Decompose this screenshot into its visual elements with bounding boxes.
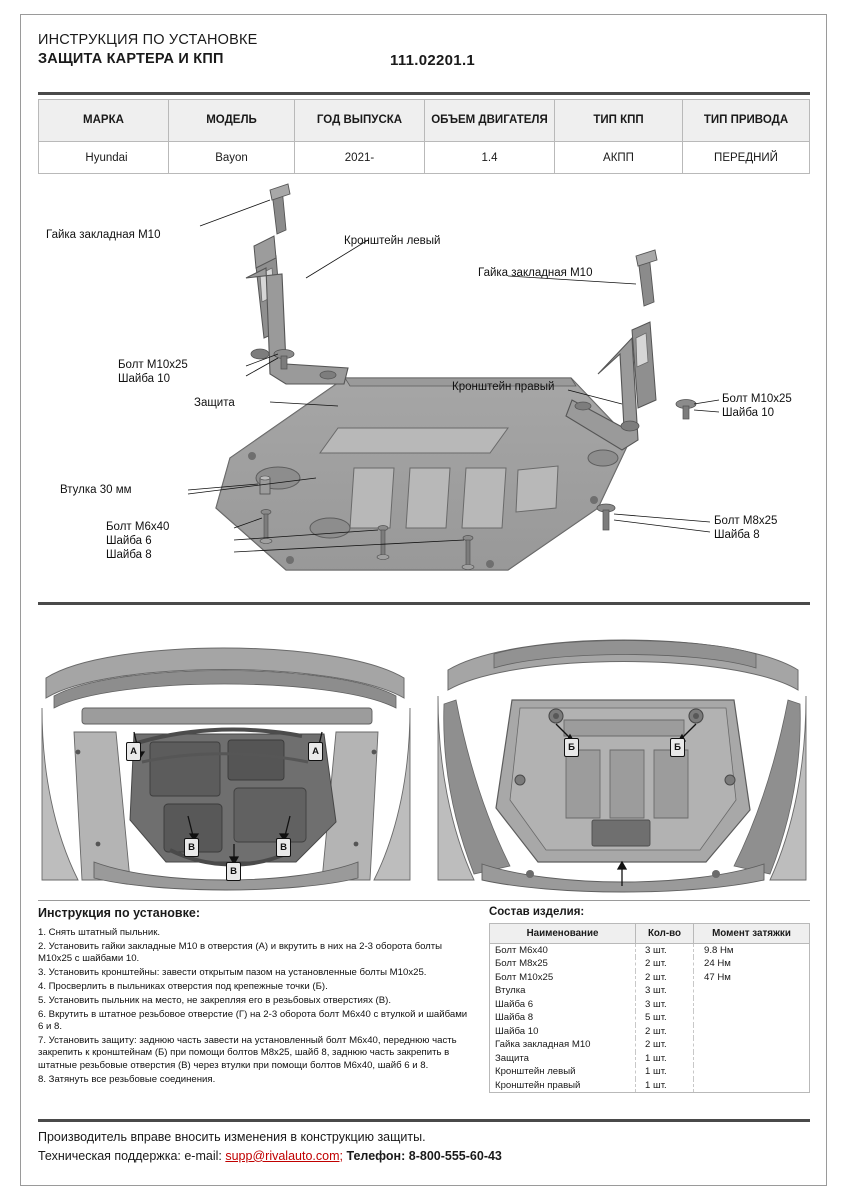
bom-cell-torque xyxy=(694,984,810,998)
bom-cell-qty: 1 шт. xyxy=(636,1052,694,1066)
bom-cell-name: Втулка xyxy=(490,984,636,998)
instruction-step: 8. Затянуть все резьбовые соединения. xyxy=(38,1073,216,1085)
label-bracket-left: Кронштейн левый xyxy=(344,235,441,247)
footer-email-label: e-mail: xyxy=(184,1148,222,1163)
bom-cell-torque: 24 Нм xyxy=(694,957,810,971)
bom-table xyxy=(489,923,810,1093)
bom-cell-qty: 2 шт. xyxy=(636,1025,694,1039)
label-shield: Защита xyxy=(194,397,235,409)
bom-cell-qty: 5 шт. xyxy=(636,1011,694,1025)
label-bolt-m8-2: Шайба 8 xyxy=(714,529,760,541)
footer-support xyxy=(38,1147,810,1166)
bom-cell-torque xyxy=(694,1011,810,1025)
bom-cell-torque xyxy=(694,1079,810,1093)
label-bolt-m10-left-1: Болт М10х25 xyxy=(118,359,188,371)
spec-header-drive: ТИП ПРИВОДА xyxy=(683,100,810,142)
spec-header-year: ГОД ВЫПУСКА xyxy=(295,100,425,142)
header-title-line2: ЗАЩИТА КАРТЕРА И КПП xyxy=(38,51,224,67)
bom-cell-torque xyxy=(694,1038,810,1052)
installed-shield-illustration xyxy=(434,612,810,895)
label-bolt-m6-1: Болт М6х40 xyxy=(106,521,170,533)
bom-cell-name: Кронштейн левый xyxy=(490,1065,636,1079)
callout-a-left-2: А xyxy=(308,742,323,761)
divider-middle xyxy=(38,602,810,605)
bom-title: Состав изделия: xyxy=(489,906,585,918)
spec-value-year: 2021- xyxy=(295,142,425,174)
spec-value-row xyxy=(39,142,810,174)
bom-row xyxy=(490,998,810,1012)
bom-header-row xyxy=(490,924,810,944)
bom-row xyxy=(490,1052,810,1066)
instruction-step: 1. Снять штатный пыльник. xyxy=(38,927,161,938)
spec-value-model: Bayon xyxy=(169,142,295,174)
callout-b-right-2: Б xyxy=(670,738,685,757)
footer-phone-label: Телефон: xyxy=(346,1148,406,1163)
bom-row xyxy=(490,1025,810,1039)
engine-bay-illustration xyxy=(38,612,414,895)
label-bolt-m6-2: Шайба 6 xyxy=(106,535,152,547)
support-email-link[interactable]: supp@rivalauto.com; xyxy=(225,1148,343,1163)
bom-cell-name: Кронштейн правый xyxy=(490,1079,636,1093)
spec-header-row xyxy=(39,100,810,142)
bom-row xyxy=(490,944,810,958)
spec-value-transmission: АКПП xyxy=(555,142,683,174)
label-bolt-m10-right-2: Шайба 10 xyxy=(722,407,775,419)
bom-cell-qty: 3 шт. xyxy=(636,998,694,1012)
page-footer xyxy=(38,1128,810,1166)
bill-of-materials xyxy=(489,906,810,1093)
bom-cell-name: Шайба 10 xyxy=(490,1025,636,1039)
bom-cell-torque xyxy=(694,998,810,1012)
instruction-step: 7. Установить защиту: заднюю часть завести на установленный болт М6х40, переднюю часть закрепить к кронштейнам (Б) при помощи болтов М8х25, шайб 8, заднюю часть закрепить в штатные резьбовые отверстия (В) через втулки при помощи болтов М6х40, шайб 6 и 8. xyxy=(38,1035,457,1071)
bom-cell-qty: 2 шт. xyxy=(636,957,694,971)
exploded-assembly-diagram xyxy=(38,178,810,598)
label-nut-right: Гайка закладная М10 xyxy=(478,267,593,279)
divider-top xyxy=(38,92,810,95)
spec-header-engine: ОБЪЕМ ДВИГАТЕЛЯ xyxy=(425,100,555,142)
bom-cell-qty: 3 шт. xyxy=(636,944,694,958)
bom-cell-name: Болт М6х40 xyxy=(490,944,636,958)
page-header xyxy=(38,32,810,80)
bom-row xyxy=(490,1011,810,1025)
bom-cell-qty: 1 шт. xyxy=(636,1065,694,1079)
label-bolt-m6-3: Шайба 8 xyxy=(106,549,152,561)
bom-cell-qty: 2 шт. xyxy=(636,971,694,985)
bom-header-torque: Момент затяжки xyxy=(694,924,810,944)
left-bracket-part xyxy=(246,236,348,384)
bom-cell-name: Защита xyxy=(490,1052,636,1066)
label-bolt-m10-left-2: Шайба 10 xyxy=(118,373,171,385)
instruction-step: 2. Установить гайки закладные М10 в отверстия (А) и вкрутить в них на 2-3 оборота болты М10х25 с шайбами 10. xyxy=(38,940,443,965)
label-bracket-right: Кронштейн правый xyxy=(452,381,555,393)
bom-row xyxy=(490,971,810,985)
bom-header-name: Наименование xyxy=(490,924,636,944)
instructions-list xyxy=(38,927,468,1086)
spec-header-brand: МАРКА xyxy=(39,100,169,142)
bom-cell-qty: 3 шт. xyxy=(636,984,694,998)
bom-row xyxy=(490,1079,810,1093)
photo-panels xyxy=(38,612,810,895)
spec-value-engine: 1.4 xyxy=(425,142,555,174)
bom-cell-torque xyxy=(694,1065,810,1079)
callout-v-left-3: В xyxy=(226,862,241,881)
bom-row xyxy=(490,1065,810,1079)
right-insert-nut-part xyxy=(636,250,657,306)
bom-cell-torque: 47 Нм xyxy=(694,971,810,985)
bom-cell-name: Болт М10х25 xyxy=(490,971,636,985)
spec-value-drive: ПЕРЕДНИЙ xyxy=(683,142,810,174)
footer-phone-number: 8-800-555-60-43 xyxy=(408,1148,502,1163)
spec-value-brand: Hyundai xyxy=(39,142,169,174)
header-title-line1: ИНСТРУКЦИЯ ПО УСТАНОВКЕ xyxy=(38,32,258,48)
divider-lower xyxy=(38,900,810,901)
instruction-step: 4. Просверлить в пыльниках отверстия под крепежные точки (Б). xyxy=(38,981,328,992)
bom-cell-qty: 2 шт. xyxy=(636,1038,694,1052)
left-insert-nut-part xyxy=(270,184,290,234)
bom-cell-torque: 9.8 Нм xyxy=(694,944,810,958)
bom-row xyxy=(490,957,810,971)
shield-part xyxy=(216,378,630,570)
photo-installed-shield xyxy=(434,612,810,895)
fastener-bolt-m8-right xyxy=(597,504,615,530)
label-sleeve: Втулка 30 мм xyxy=(60,484,132,496)
product-code: 111.02201.1 xyxy=(390,52,476,69)
instruction-step: 5. Установить пыльник на место, не закрепляя его в резьбовых отверстиях (В). xyxy=(38,994,391,1006)
bom-cell-name: Гайка закладная М10 xyxy=(490,1038,636,1052)
photo-engine-bay xyxy=(38,612,414,895)
bom-row xyxy=(490,1038,810,1052)
bom-cell-torque xyxy=(694,1052,810,1066)
bom-header-qty: Кол-во xyxy=(636,924,694,944)
bom-row xyxy=(490,984,810,998)
spec-header-model: МОДЕЛЬ xyxy=(169,100,295,142)
instruction-step: 3. Установить кронштейны: завести открытым пазом на установленные болты М10х25. xyxy=(38,967,427,979)
installation-instructions xyxy=(38,906,468,1088)
callout-v-left-2: В xyxy=(276,838,291,857)
callout-b-right-1: Б xyxy=(564,738,579,757)
callout-v-left-1: В xyxy=(184,838,199,857)
footer-disclaimer: Производитель вправе вносить изменения в конструкцию защиты. xyxy=(38,1130,426,1144)
callout-a-left-1: А xyxy=(126,742,141,761)
bom-cell-qty: 1 шт. xyxy=(636,1079,694,1093)
bom-cell-name: Болт М8х25 xyxy=(490,957,636,971)
bom-cell-name: Шайба 8 xyxy=(490,1011,636,1025)
bom-cell-name: Шайба 6 xyxy=(490,998,636,1012)
vehicle-spec-table xyxy=(38,99,810,174)
label-bolt-m10-right-1: Болт М10х25 xyxy=(722,393,792,405)
divider-bottom xyxy=(38,1119,810,1122)
fastener-bolt-m10-right xyxy=(676,400,696,420)
label-bolt-m8-1: Болт М8х25 xyxy=(714,515,778,527)
bom-cell-torque xyxy=(694,1025,810,1039)
instructions-title: Инструкция по установке: xyxy=(38,906,200,920)
label-nut-left: Гайка закладная М10 xyxy=(46,229,161,241)
footer-support-label: Техническая поддержка: xyxy=(38,1148,181,1163)
instruction-step: 6. Вкрутить в штатное резьбовое отверстие (Г) на 2-3 оборота болт М6х40 с втулкой и шайбами 6 и 8. xyxy=(38,1008,468,1033)
spec-header-transmission: ТИП КПП xyxy=(555,100,683,142)
